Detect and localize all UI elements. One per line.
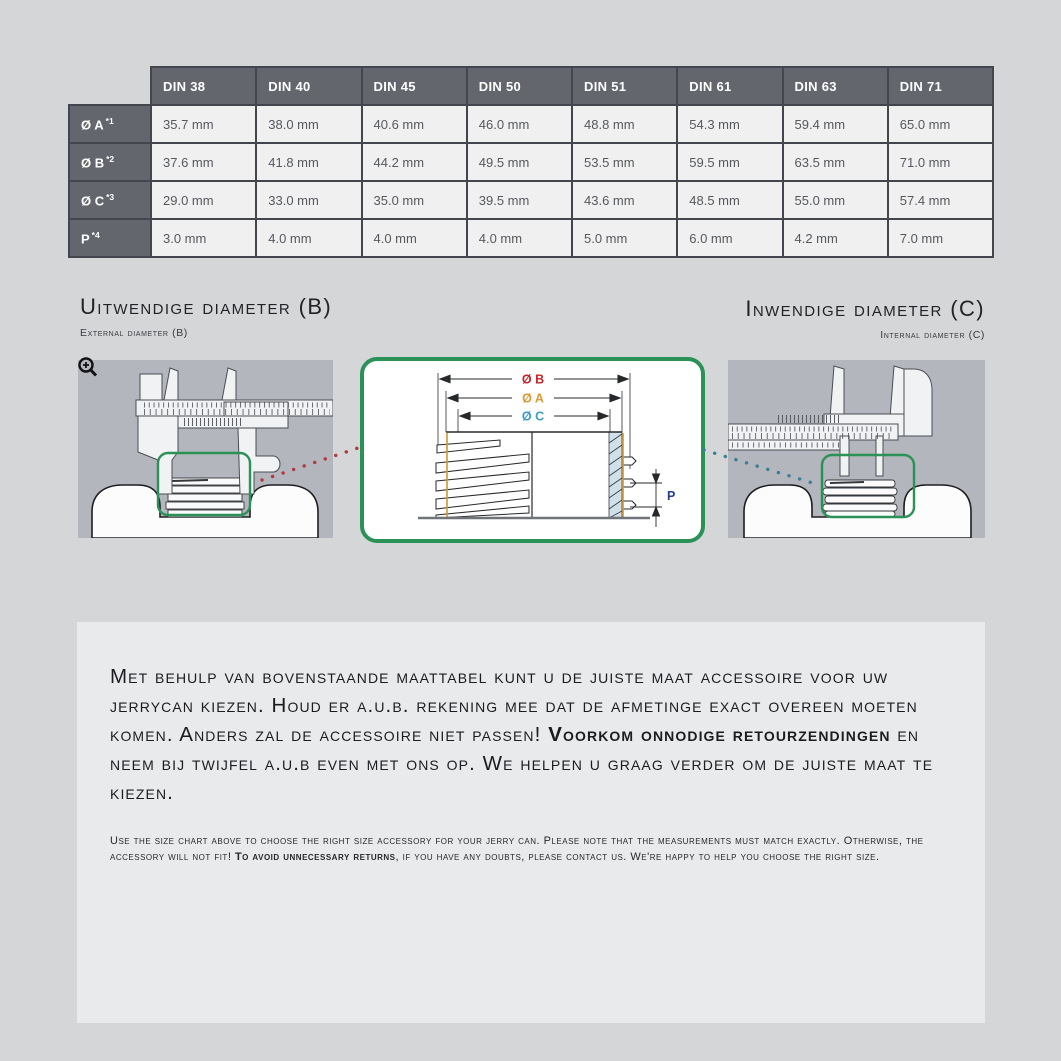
- external-diameter-heading: [80, 294, 332, 339]
- english-text-after: , if you have any doubts, please contact us. We're happy to help you choose the right size.: [395, 851, 880, 863]
- table-cell: 39.5 mm: [467, 181, 572, 219]
- table-cell: 29.0 mm: [151, 181, 256, 219]
- table-cell: 48.5 mm: [677, 181, 782, 219]
- table-header-row: [69, 67, 993, 105]
- english-text-before: Use the size chart above to choose the right size accessory for your jerry can. Please note that the measurements must match exactly. Otherwise, the accessory will not fit!: [110, 835, 924, 863]
- column-header-din38: DIN 38: [151, 67, 256, 105]
- english-text-bold: To avoid unnecessary returns: [234, 851, 396, 863]
- column-header-din71: DIN 71: [888, 67, 993, 105]
- pitch-label: P: [667, 489, 676, 503]
- table-cell: 4.0 mm: [362, 219, 467, 257]
- table-cell: 5.0 mm: [572, 219, 677, 257]
- table-cell: 48.8 mm: [572, 105, 677, 143]
- column-header-din51: DIN 51: [572, 67, 677, 105]
- table-cell: 59.5 mm: [677, 143, 782, 181]
- table-cell: 43.6 mm: [572, 181, 677, 219]
- table-cell: 49.5 mm: [467, 143, 572, 181]
- table-row-diameter-c: [69, 181, 993, 219]
- footnote-marker: *2: [106, 153, 115, 164]
- table-cell: 38.0 mm: [256, 105, 361, 143]
- row-label-a: Ø A $^{*1}$: [69, 105, 151, 143]
- table-cell: 55.0 mm: [783, 181, 888, 219]
- dutch-text-bold: Voorkom onnodige retourzendingen: [548, 723, 891, 746]
- row-label-c: Ø C $^{*3}$: [69, 181, 151, 219]
- table-cell: 4.0 mm: [467, 219, 572, 257]
- description-panel: [77, 622, 985, 1023]
- footnote-marker: *1: [105, 115, 114, 126]
- table-cell: 46.0 mm: [467, 105, 572, 143]
- threaded-spout: [166, 478, 244, 517]
- column-header-din40: DIN 40: [256, 67, 361, 105]
- table-row-diameter-a: [69, 105, 993, 143]
- table-row-diameter-b: [69, 143, 993, 181]
- footnote-marker: *4: [91, 229, 100, 240]
- table-cell: 71.0 mm: [888, 143, 993, 181]
- table-cell: 4.2 mm: [783, 219, 888, 257]
- table-cell: 6.0 mm: [677, 219, 782, 257]
- row-label-b: Ø B $^{*2}$: [69, 143, 151, 181]
- table-cell: 7.0 mm: [888, 219, 993, 257]
- table-cell: 44.2 mm: [362, 143, 467, 181]
- table-cell: 65.0 mm: [888, 105, 993, 143]
- table-cell: 3.0 mm: [151, 219, 256, 257]
- footnote-marker: *3: [106, 191, 115, 202]
- table-cell: 57.4 mm: [888, 181, 993, 219]
- table-cell: 59.4 mm: [783, 105, 888, 143]
- external-measurement-illustration[interactable]: [78, 360, 333, 538]
- section-title: Inwendige diameter (C): [745, 296, 985, 321]
- row-label-p: P $^{*4}$: [69, 219, 151, 257]
- dutch-text-after: en neem bij twijfel a.u.b even met ons op. We helpen u graag verder om de juiste maat te kiezen.: [110, 723, 934, 804]
- table-cell: 63.5 mm: [783, 143, 888, 181]
- dimension-diagram: [360, 357, 705, 543]
- table-cell: 53.5 mm: [572, 143, 677, 181]
- table-cell: 35.7 mm: [151, 105, 256, 143]
- table-cell: 33.0 mm: [256, 181, 361, 219]
- column-header-din50: DIN 50: [467, 67, 572, 105]
- description-english: [110, 833, 947, 865]
- table-cell: 35.0 mm: [362, 181, 467, 219]
- zoom-icon[interactable]: [76, 356, 100, 380]
- table-cell: 54.3 mm: [677, 105, 782, 143]
- table-cell: 41.8 mm: [256, 143, 361, 181]
- column-header-din63: DIN 63: [783, 67, 888, 105]
- description-dutch: [110, 662, 946, 807]
- dutch-text-before: Met behulp van bovenstaande maattabel kunt u de juiste maat accessoire voor uw jerrycan kiezen. Houd er a.u.b. rekening mee dat de afmetinge exact overeen moeten komen. Anders zal de accessoire niet passen!: [110, 665, 918, 746]
- section-title: Uitwendige diameter (B): [80, 294, 333, 319]
- table-cell: 40.6 mm: [362, 105, 467, 143]
- threaded-spout: [823, 480, 897, 517]
- table-corner-cell: [69, 67, 151, 105]
- column-header-din61: DIN 61: [677, 67, 782, 105]
- internal-measurement-illustration: [728, 360, 985, 538]
- dim-label-c: Ø C: [521, 409, 545, 424]
- dim-label-b: Ø B: [521, 372, 545, 387]
- table-cell: 4.0 mm: [256, 219, 361, 257]
- table-row-pitch: [69, 219, 993, 257]
- column-header-din45: DIN 45: [362, 67, 467, 105]
- internal-diameter-heading: [745, 296, 985, 341]
- din-size-table: [68, 66, 994, 258]
- table-cell: 37.6 mm: [151, 143, 256, 181]
- section-subtitle: Internal diameter (C): [880, 329, 985, 341]
- section-subtitle: External diameter (B): [80, 327, 188, 339]
- dim-label-a: Ø A: [522, 391, 544, 406]
